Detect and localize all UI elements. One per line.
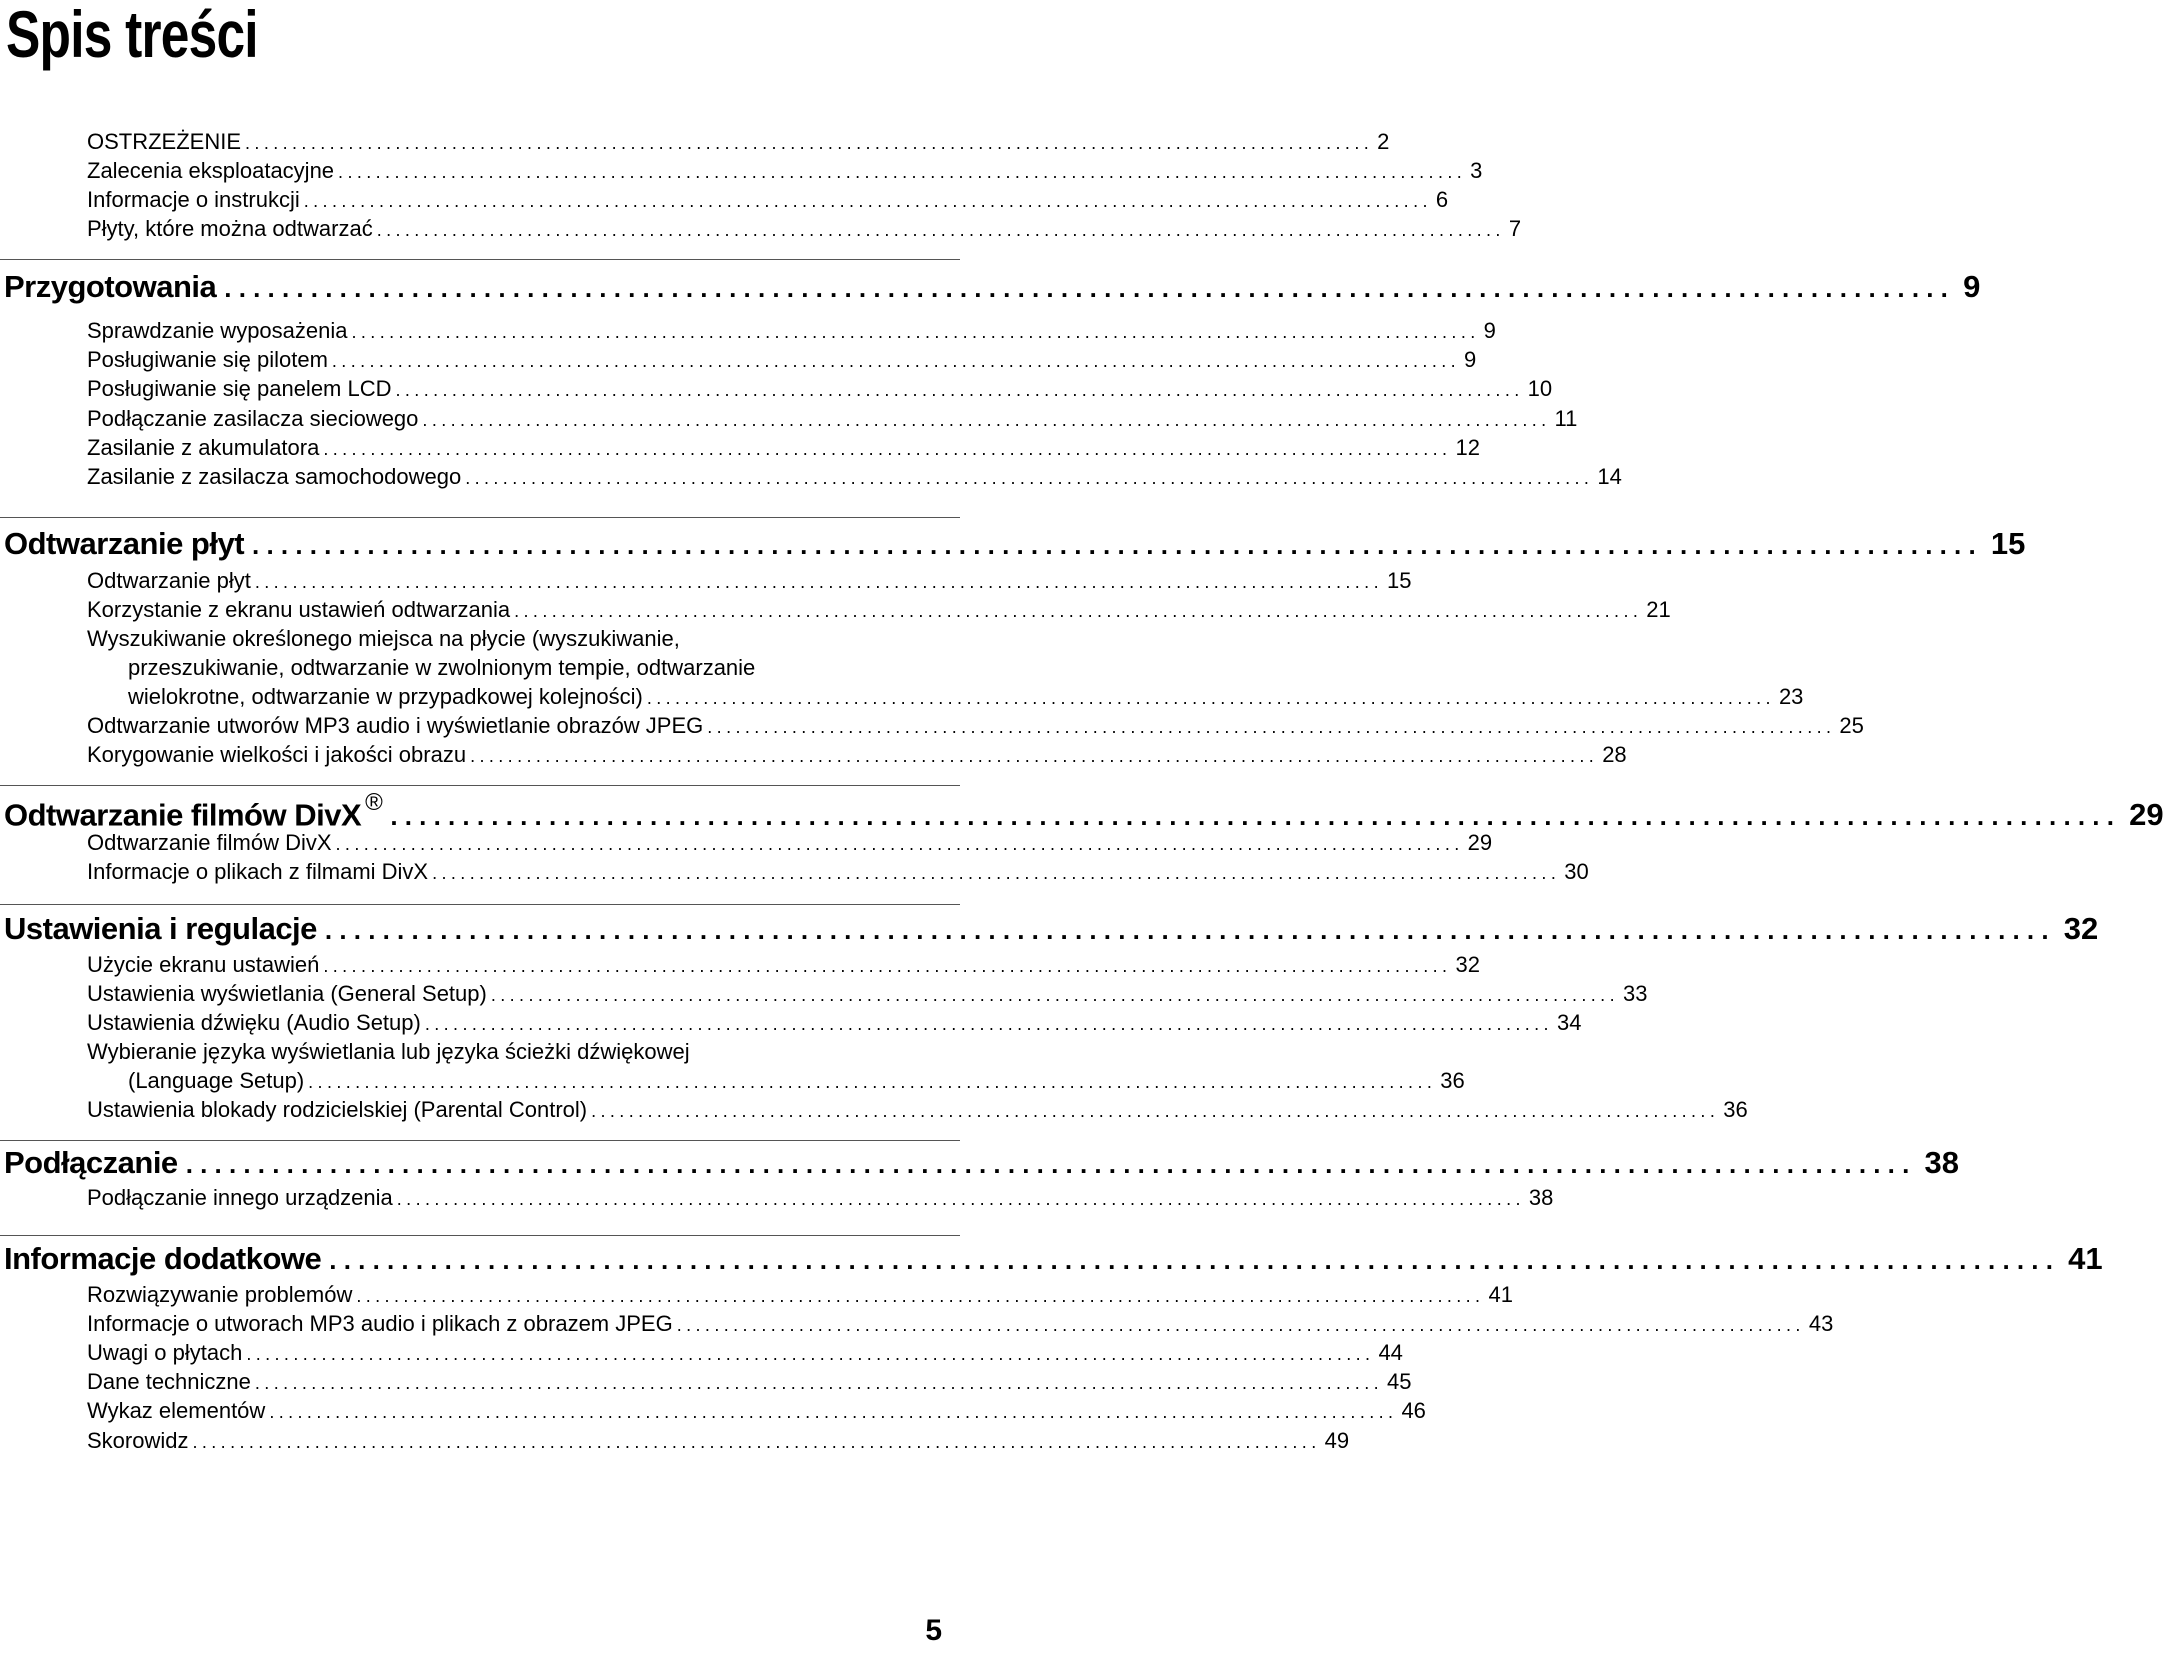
section-page: 29 xyxy=(2129,797,2164,833)
entry-label: Korygowanie wielkości i jakości obrazu xyxy=(87,742,467,767)
entry-label: Odtwarzanie płyt xyxy=(87,568,251,593)
toc-entry[interactable] xyxy=(87,741,1627,770)
toc-entry-multiline-line3[interactable] xyxy=(128,683,1804,712)
toc-entry-multiline-line1[interactable]: Wyszukiwanie określonego miejsca na płycie (wyszukiwanie, xyxy=(87,626,680,651)
leader-dots: ........................................................................................................................ xyxy=(395,380,1524,400)
entry-label: Korzystanie z ekranu ustawień odtwarzania xyxy=(87,597,511,622)
leader-dots: ........................................................................................................................ xyxy=(308,1072,1437,1092)
entry-label: Odtwarzanie filmów DivX xyxy=(87,830,332,855)
toc-entry[interactable] xyxy=(87,1281,1513,1310)
section-title-text: Odtwarzanie filmów DivX xyxy=(4,797,362,833)
toc-entry-zalecenia[interactable] xyxy=(87,157,1483,186)
toc-section-ustawienia[interactable] xyxy=(4,910,2099,949)
entry-page: 45 xyxy=(1387,1369,1412,1394)
entry-page: 43 xyxy=(1808,1311,1834,1336)
toc-section-przygotowania[interactable] xyxy=(4,268,1981,307)
section-page: 32 xyxy=(2063,911,2099,946)
entry-label: Zasilanie z akumulatora xyxy=(87,435,320,460)
page-number: 5 xyxy=(925,1614,942,1647)
entry-page: 11 xyxy=(1554,406,1578,431)
toc-entry[interactable] xyxy=(87,1339,1403,1368)
leader-dots: ........................................................................................................................ xyxy=(356,1286,1485,1306)
entry-page: 41 xyxy=(1488,1282,1513,1307)
toc-entry[interactable] xyxy=(87,1397,1426,1426)
leader-dots: ........................................................................................................................ xyxy=(376,220,1505,240)
entry-label: Płyty, które można odtwarzać xyxy=(87,216,373,241)
toc-entry[interactable] xyxy=(87,1096,1748,1125)
toc-entry[interactable] xyxy=(87,375,1553,404)
entry-page: 2 xyxy=(1377,129,1390,154)
entry-page: 44 xyxy=(1378,1340,1403,1365)
toc-entry[interactable] xyxy=(87,1310,1834,1339)
toc-entry-ostrzezenie[interactable] xyxy=(87,128,1390,157)
leader-dots: ........................................................................................................................ xyxy=(470,746,1599,766)
entry-page: 9 xyxy=(1464,347,1477,372)
leader-dots: ........................................................................................................................ xyxy=(351,322,1480,342)
entry-label: Dane techniczne xyxy=(87,1369,251,1394)
entry-label: Informacje o instrukcji xyxy=(87,187,300,212)
toc-entry[interactable] xyxy=(87,463,1622,492)
leader-dots: ........................................................................................................................ xyxy=(390,801,2122,832)
leader-dots: ........................................................................................................................ xyxy=(424,1014,1553,1034)
leader-dots: ........................................................................................................................ xyxy=(224,273,1956,303)
leader-dots: ........................................................................................................................ xyxy=(245,133,1374,153)
entry-page: 28 xyxy=(1602,742,1627,767)
toc-entry[interactable] xyxy=(87,317,1496,346)
entry-label: Sprawdzanie wyposażenia xyxy=(87,318,348,343)
leader-dots: ........................................................................................................................ xyxy=(465,468,1594,488)
entry-page: 36 xyxy=(1440,1068,1465,1093)
entry-page: 46 xyxy=(1401,1398,1426,1423)
toc-entry[interactable] xyxy=(87,829,1493,858)
toc-entry[interactable] xyxy=(87,712,1864,741)
toc-entry-multiline-line1[interactable]: Wybieranie języka wyświetlania lub języka ścieżki dźwiękowej xyxy=(87,1039,690,1064)
section-title: Odtwarzanie płyt xyxy=(4,526,245,561)
section-page: 41 xyxy=(2068,1241,2103,1276)
toc-entry[interactable] xyxy=(87,858,1589,887)
leader-dots: ........................................................................................................................ xyxy=(252,530,1983,560)
entry-page: 6 xyxy=(1435,187,1449,212)
leader-dots: ........................................................................................................................ xyxy=(676,1315,1805,1335)
entry-page: 14 xyxy=(1597,464,1622,489)
entry-label: Skorowidz xyxy=(87,1428,189,1453)
toc-entry[interactable] xyxy=(87,596,1671,625)
entry-page: 49 xyxy=(1324,1428,1350,1453)
entry-page: 25 xyxy=(1839,713,1864,738)
leader-dots: ........................................................................................................................ xyxy=(329,1245,2061,1275)
leader-dots: ........................................................................................................................ xyxy=(269,1402,1398,1422)
section-divider xyxy=(0,517,960,518)
entry-page: 7 xyxy=(1508,216,1522,241)
entry-label: Posługiwanie się panelem LCD xyxy=(87,376,392,401)
toc-entry[interactable] xyxy=(87,1184,1554,1213)
toc-entry[interactable] xyxy=(87,1427,1350,1456)
entry-label: Odtwarzanie utworów MP3 audio i wyświetlanie obrazów JPEG xyxy=(87,713,704,738)
entry-page: 32 xyxy=(1455,952,1480,977)
entry-page: 33 xyxy=(1622,981,1648,1006)
entry-page: 23 xyxy=(1778,684,1804,709)
page-title: Spis treści xyxy=(6,0,258,71)
entry-label: Podłączanie zasilacza sieciowego xyxy=(87,406,419,431)
toc-entry[interactable] xyxy=(87,434,1480,463)
leader-dots: ........................................................................................................................ xyxy=(338,162,1467,182)
entry-label: Informacje o plikach z filmami DivX xyxy=(87,859,429,884)
toc-entry-multiline-line2[interactable]: przeszukiwanie, odtwarzanie w zwolnionym tempie, odtwarzanie xyxy=(128,655,756,680)
entry-label: OSTRZEŻENIE xyxy=(87,129,242,154)
leader-dots: ........................................................................................................................ xyxy=(246,1344,1375,1364)
leader-dots: ........................................................................................................................ xyxy=(323,956,1452,976)
toc-entry-plyty[interactable] xyxy=(87,215,1522,244)
entry-label: Ustawienia wyświetlania (General Setup) xyxy=(87,981,487,1006)
leader-dots: ........................................................................................................................ xyxy=(324,915,2056,945)
section-title: Informacje dodatkowe xyxy=(4,1241,322,1276)
entry-label: Posługiwanie się pilotem xyxy=(87,347,328,372)
entry-label: Ustawienia dźwięku (Audio Setup) xyxy=(87,1010,421,1035)
entry-page: 12 xyxy=(1455,435,1480,460)
leader-dots: ........................................................................................................................ xyxy=(432,863,1561,883)
section-page: 9 xyxy=(1963,269,1981,304)
toc-entry-informacje-instrukcji[interactable] xyxy=(87,186,1449,215)
toc-entry[interactable] xyxy=(87,405,1578,434)
entry-label: Podłączanie innego urządzenia xyxy=(87,1185,393,1210)
leader-dots: ........................................................................................................................ xyxy=(514,601,1643,621)
leader-dots: ........................................................................................................................ xyxy=(646,688,1775,708)
section-page: 15 xyxy=(1990,526,2026,561)
entry-page: 15 xyxy=(1386,568,1412,593)
leader-dots: ........................................................................................................................ xyxy=(422,410,1551,430)
entry-label: Zasilanie z zasilacza samochodowego xyxy=(87,464,462,489)
entry-page: 29 xyxy=(1467,830,1493,855)
section-page: 38 xyxy=(1924,1145,1960,1180)
section-divider xyxy=(0,904,960,905)
toc-entry[interactable] xyxy=(87,1368,1412,1397)
toc-entry[interactable] xyxy=(87,346,1477,375)
entry-page: 10 xyxy=(1527,376,1553,401)
toc-section-podlaczanie[interactable] xyxy=(4,1144,1960,1183)
entry-page: 9 xyxy=(1483,318,1496,343)
entry-label: Rozwiązywanie problemów xyxy=(87,1282,353,1307)
entry-label: Wykaz elementów xyxy=(87,1398,266,1423)
toc-section-informacje-dodatkowe[interactable] xyxy=(4,1240,2103,1279)
entry-page: 21 xyxy=(1646,597,1671,622)
leader-dots: ........................................................................................................................ xyxy=(490,985,1619,1005)
toc-entry[interactable] xyxy=(87,1009,1582,1038)
section-title: Podłączanie xyxy=(4,1145,178,1180)
section-title xyxy=(4,788,382,834)
leader-dots: ........................................................................................................................ xyxy=(396,1189,1525,1209)
entry-label: Ustawienia blokady rodzicielskiej (Parental Control) xyxy=(87,1097,588,1122)
section-divider xyxy=(0,1140,960,1141)
toc-entry[interactable] xyxy=(87,567,1412,596)
entry-page: 36 xyxy=(1723,1097,1748,1122)
toc-entry[interactable] xyxy=(87,980,1648,1009)
leader-dots: ........................................................................................................................ xyxy=(707,717,1836,737)
entry-label: Użycie ekranu ustawień xyxy=(87,952,320,977)
leader-dots: ........................................................................................................................ xyxy=(303,191,1432,211)
leader-dots: ........................................................................................................................ xyxy=(254,572,1383,592)
entry-label: (Language Setup) xyxy=(128,1068,305,1093)
registered-mark: ® xyxy=(365,789,383,816)
entry-page: 3 xyxy=(1470,158,1483,183)
entry-page: 38 xyxy=(1528,1185,1554,1210)
section-divider xyxy=(0,1235,960,1236)
entry-label: Uwagi o płytach xyxy=(87,1340,243,1365)
entry-page: 34 xyxy=(1556,1010,1582,1035)
entry-label: wielokrotne, odtwarzanie w przypadkowej kolejności) xyxy=(128,684,643,709)
entry-page: 30 xyxy=(1564,859,1589,884)
toc-entry-multiline-line2[interactable] xyxy=(128,1067,1465,1096)
leader-dots: ........................................................................................................................ xyxy=(331,351,1461,371)
leader-dots: ........................................................................................................................ xyxy=(335,834,1464,854)
toc-entry[interactable] xyxy=(87,951,1480,980)
leader-dots: ........................................................................................................................ xyxy=(185,1149,1917,1179)
section-divider xyxy=(0,785,960,786)
section-title: Przygotowania xyxy=(4,269,217,304)
leader-dots: ........................................................................................................................ xyxy=(192,1432,1321,1452)
entry-label: Zalecenia eksploatacyjne xyxy=(87,158,335,183)
toc-section-odtwarzanie-plyt[interactable] xyxy=(4,525,2026,564)
leader-dots: ........................................................................................................................ xyxy=(254,1373,1384,1393)
leader-dots: ........................................................................................................................ xyxy=(323,439,1452,459)
leader-dots: ........................................................................................................................ xyxy=(591,1101,1720,1121)
entry-label: Informacje o utworach MP3 audio i plikach z obrazem JPEG xyxy=(87,1311,673,1336)
section-divider xyxy=(0,259,960,260)
section-title: Ustawienia i regulacje xyxy=(4,911,317,946)
